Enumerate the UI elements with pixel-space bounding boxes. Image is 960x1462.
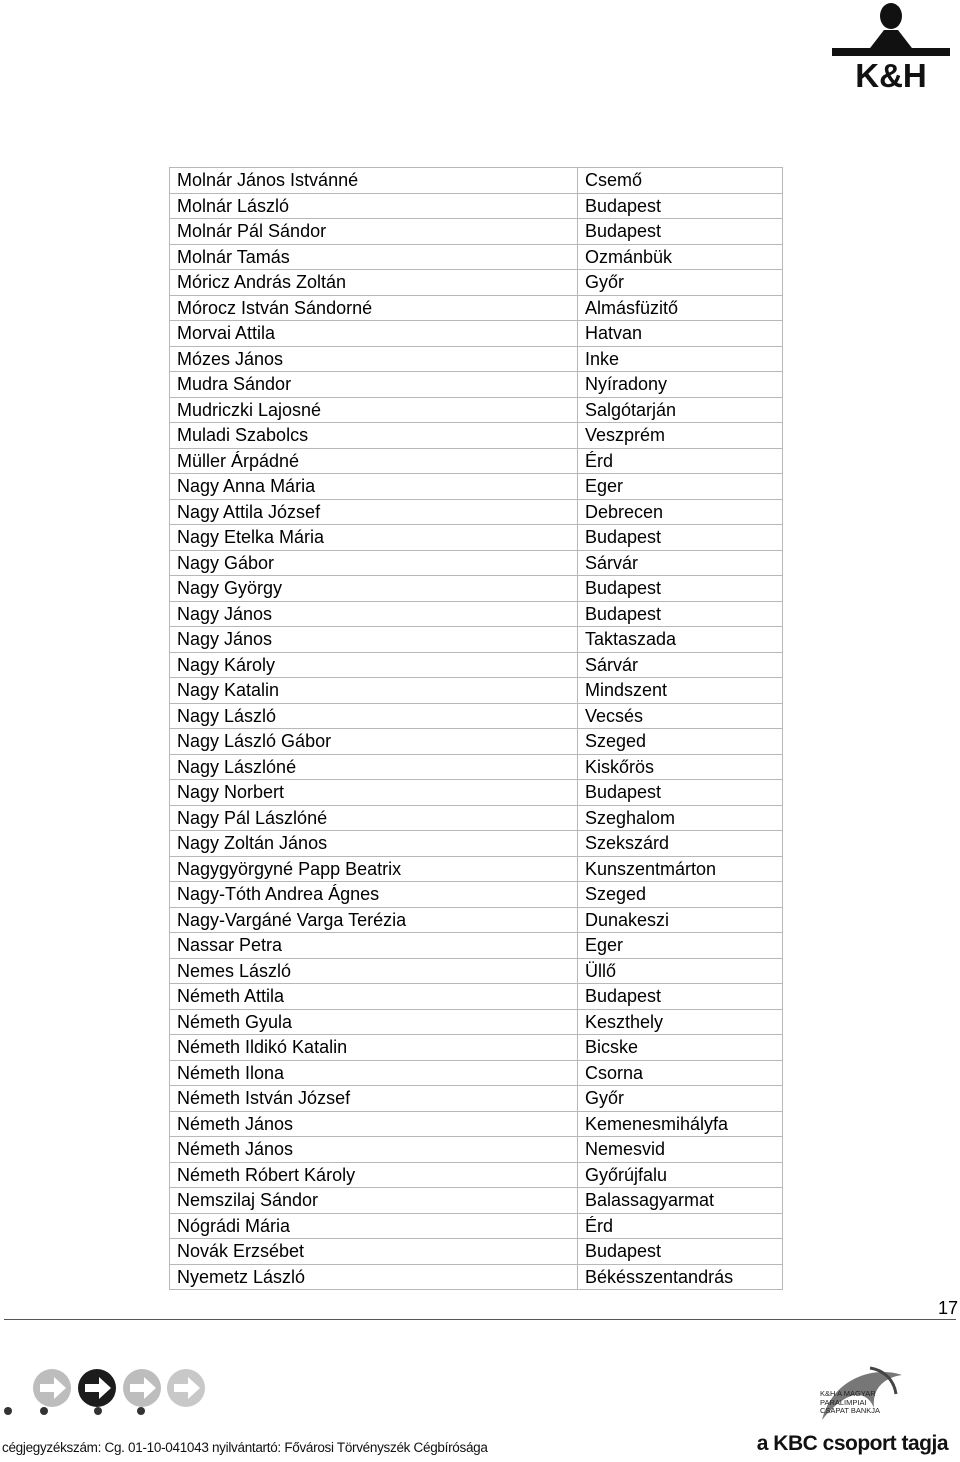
table-row bbox=[170, 244, 783, 270]
table-row bbox=[170, 1060, 783, 1086]
person-name-cell: Nagy Lászlóné bbox=[170, 754, 578, 780]
table-row bbox=[170, 703, 783, 729]
small-dot-icon bbox=[40, 1407, 48, 1415]
kbc-tagline: a KBC csoport tagja bbox=[756, 1432, 948, 1455]
city-cell: Ozmánbük bbox=[578, 244, 783, 270]
city-cell: Nemesvid bbox=[578, 1137, 783, 1163]
city-cell: Csorna bbox=[578, 1060, 783, 1086]
city-cell: Szeghalom bbox=[578, 805, 783, 831]
table-row bbox=[170, 1009, 783, 1035]
table-row bbox=[170, 550, 783, 576]
person-name-cell: Molnár János Istvánné bbox=[170, 168, 578, 194]
person-name-cell: Morvai Attila bbox=[170, 321, 578, 347]
city-cell: Budapest bbox=[578, 984, 783, 1010]
small-dot-icon bbox=[94, 1407, 102, 1415]
city-cell: Csemő bbox=[578, 168, 783, 194]
city-cell: Budapest bbox=[578, 193, 783, 219]
city-cell: Budapest bbox=[578, 780, 783, 806]
table-row bbox=[170, 499, 783, 525]
city-cell: Szekszárd bbox=[578, 831, 783, 857]
table-row bbox=[170, 652, 783, 678]
city-cell: Keszthely bbox=[578, 1009, 783, 1035]
person-name-cell: Nagy Etelka Mária bbox=[170, 525, 578, 551]
person-name-cell: Molnár Tamás bbox=[170, 244, 578, 270]
table-row bbox=[170, 1239, 783, 1265]
table-row bbox=[170, 729, 783, 755]
city-cell: Almásfüzitő bbox=[578, 295, 783, 321]
person-name-cell: Molnár László bbox=[170, 193, 578, 219]
person-name-cell: Nagy Pál Lászlóné bbox=[170, 805, 578, 831]
city-cell: Hatvan bbox=[578, 321, 783, 347]
person-name-cell: Mórocz István Sándorné bbox=[170, 295, 578, 321]
city-cell: Szeged bbox=[578, 729, 783, 755]
person-name-cell: Nagy Attila József bbox=[170, 499, 578, 525]
small-dot-icon bbox=[4, 1407, 12, 1415]
person-name-cell: Mudriczki Lajosné bbox=[170, 397, 578, 423]
paralympic-emblem-text: K&H A MAGYAR PARALIMPIAI CSAPAT BANKJA bbox=[820, 1389, 881, 1415]
table-row bbox=[170, 984, 783, 1010]
arrow-right-icon bbox=[33, 1369, 71, 1407]
table-row bbox=[170, 780, 783, 806]
person-name-cell: Nagy László bbox=[170, 703, 578, 729]
city-cell: Békésszentandrás bbox=[578, 1264, 783, 1290]
city-cell: Salgótarján bbox=[578, 397, 783, 423]
city-cell: Kemenesmihályfa bbox=[578, 1111, 783, 1137]
city-cell: Mindszent bbox=[578, 678, 783, 704]
table-row bbox=[170, 601, 783, 627]
table-row bbox=[170, 1264, 783, 1290]
table-row bbox=[170, 1188, 783, 1214]
arrow-right-icon bbox=[167, 1369, 205, 1407]
table-row bbox=[170, 1213, 783, 1239]
table-row bbox=[170, 1137, 783, 1163]
footer-arrows-graphic bbox=[0, 1362, 230, 1422]
company-registry-text: cégjegyzékszám: Cg. 01-10-041043 nyilvántartó: Fővárosi Törvényszék Cégbírósága bbox=[2, 1440, 488, 1455]
person-name-cell: Mudra Sándor bbox=[170, 372, 578, 398]
arrow-right-icon bbox=[123, 1369, 161, 1407]
person-name-cell: Németh Ildikó Katalin bbox=[170, 1035, 578, 1061]
city-cell: Érd bbox=[578, 448, 783, 474]
person-name-cell: Nagy Zoltán János bbox=[170, 831, 578, 857]
kh-logo-text: K&H bbox=[855, 57, 927, 92]
city-cell: Kiskőrös bbox=[578, 754, 783, 780]
person-name-cell: Müller Árpádné bbox=[170, 448, 578, 474]
person-name-cell: Németh Ilona bbox=[170, 1060, 578, 1086]
table-row bbox=[170, 193, 783, 219]
names-table bbox=[169, 167, 783, 1290]
city-cell: Győr bbox=[578, 1086, 783, 1112]
city-cell: Budapest bbox=[578, 525, 783, 551]
city-cell: Budapest bbox=[578, 1239, 783, 1265]
person-name-cell: Németh János bbox=[170, 1137, 578, 1163]
person-name-cell: Nagy János bbox=[170, 627, 578, 653]
city-cell: Inke bbox=[578, 346, 783, 372]
city-cell: Üllő bbox=[578, 958, 783, 984]
person-name-cell: Nagygyörgyné Papp Beatrix bbox=[170, 856, 578, 882]
table-row bbox=[170, 219, 783, 245]
city-cell: Győr bbox=[578, 270, 783, 296]
city-cell: Budapest bbox=[578, 576, 783, 602]
person-name-cell: Nagy Katalin bbox=[170, 678, 578, 704]
city-cell: Budapest bbox=[578, 219, 783, 245]
city-cell: Sárvár bbox=[578, 652, 783, 678]
kh-logo bbox=[832, 0, 950, 92]
table-row bbox=[170, 525, 783, 551]
city-cell: Érd bbox=[578, 1213, 783, 1239]
kh-figure-icon bbox=[832, 3, 950, 56]
person-name-cell: Muladi Szabolcs bbox=[170, 423, 578, 449]
person-name-cell: Nagy Norbert bbox=[170, 780, 578, 806]
city-cell: Eger bbox=[578, 933, 783, 959]
table-row bbox=[170, 576, 783, 602]
table-row bbox=[170, 346, 783, 372]
table-row bbox=[170, 372, 783, 398]
city-cell: Taktaszada bbox=[578, 627, 783, 653]
city-cell: Balassagyarmat bbox=[578, 1188, 783, 1214]
person-name-cell: Nagy Anna Mária bbox=[170, 474, 578, 500]
small-dot-icon bbox=[137, 1407, 145, 1415]
table-row bbox=[170, 882, 783, 908]
person-name-cell: Nagy János bbox=[170, 601, 578, 627]
person-name-cell: Molnár Pál Sándor bbox=[170, 219, 578, 245]
city-cell: Győrújfalu bbox=[578, 1162, 783, 1188]
table-row bbox=[170, 270, 783, 296]
table-row bbox=[170, 1111, 783, 1137]
person-name-cell: Nemes László bbox=[170, 958, 578, 984]
table-row bbox=[170, 423, 783, 449]
table-row bbox=[170, 1086, 783, 1112]
person-name-cell: Németh István József bbox=[170, 1086, 578, 1112]
person-name-cell: Németh Attila bbox=[170, 984, 578, 1010]
city-cell: Bicske bbox=[578, 1035, 783, 1061]
table-row bbox=[170, 168, 783, 194]
person-name-cell: Novák Erzsébet bbox=[170, 1239, 578, 1265]
person-name-cell: Nyemetz László bbox=[170, 1264, 578, 1290]
person-name-cell: Nagy György bbox=[170, 576, 578, 602]
arrow-right-icon bbox=[78, 1369, 116, 1407]
person-name-cell: Németh Róbert Károly bbox=[170, 1162, 578, 1188]
table-row bbox=[170, 397, 783, 423]
city-cell: Kunszentmárton bbox=[578, 856, 783, 882]
table-row bbox=[170, 1162, 783, 1188]
city-cell: Sárvár bbox=[578, 550, 783, 576]
names-table-body bbox=[170, 168, 783, 1290]
table-row bbox=[170, 678, 783, 704]
city-cell: Dunakeszi bbox=[578, 907, 783, 933]
footer-divider bbox=[4, 1319, 956, 1320]
table-row bbox=[170, 474, 783, 500]
person-name-cell: Németh János bbox=[170, 1111, 578, 1137]
city-cell: Vecsés bbox=[578, 703, 783, 729]
page-number: 17 bbox=[937, 1298, 958, 1318]
person-name-cell: Nagy Károly bbox=[170, 652, 578, 678]
city-cell: Debrecen bbox=[578, 499, 783, 525]
table-row bbox=[170, 295, 783, 321]
table-row bbox=[170, 933, 783, 959]
city-cell: Nyíradony bbox=[578, 372, 783, 398]
person-name-cell: Nagy László Gábor bbox=[170, 729, 578, 755]
city-cell: Veszprém bbox=[578, 423, 783, 449]
person-name-cell: Nagy Gábor bbox=[170, 550, 578, 576]
table-row bbox=[170, 856, 783, 882]
city-cell: Budapest bbox=[578, 601, 783, 627]
table-row bbox=[170, 831, 783, 857]
person-name-cell: Németh Gyula bbox=[170, 1009, 578, 1035]
person-name-cell: Nagy-Tóth Andrea Ágnes bbox=[170, 882, 578, 908]
person-name-cell: Nassar Petra bbox=[170, 933, 578, 959]
table-row bbox=[170, 627, 783, 653]
table-row bbox=[170, 907, 783, 933]
table-row bbox=[170, 321, 783, 347]
person-name-cell: Nógrádi Mária bbox=[170, 1213, 578, 1239]
person-name-cell: Nemszilaj Sándor bbox=[170, 1188, 578, 1214]
table-row bbox=[170, 448, 783, 474]
table-row bbox=[170, 754, 783, 780]
person-name-cell: Nagy-Vargáné Varga Terézia bbox=[170, 907, 578, 933]
table-row bbox=[170, 805, 783, 831]
city-cell: Eger bbox=[578, 474, 783, 500]
person-name-cell: Móricz András Zoltán bbox=[170, 270, 578, 296]
person-name-cell: Mózes János bbox=[170, 346, 578, 372]
table-row bbox=[170, 1035, 783, 1061]
city-cell: Szeged bbox=[578, 882, 783, 908]
table-row bbox=[170, 958, 783, 984]
